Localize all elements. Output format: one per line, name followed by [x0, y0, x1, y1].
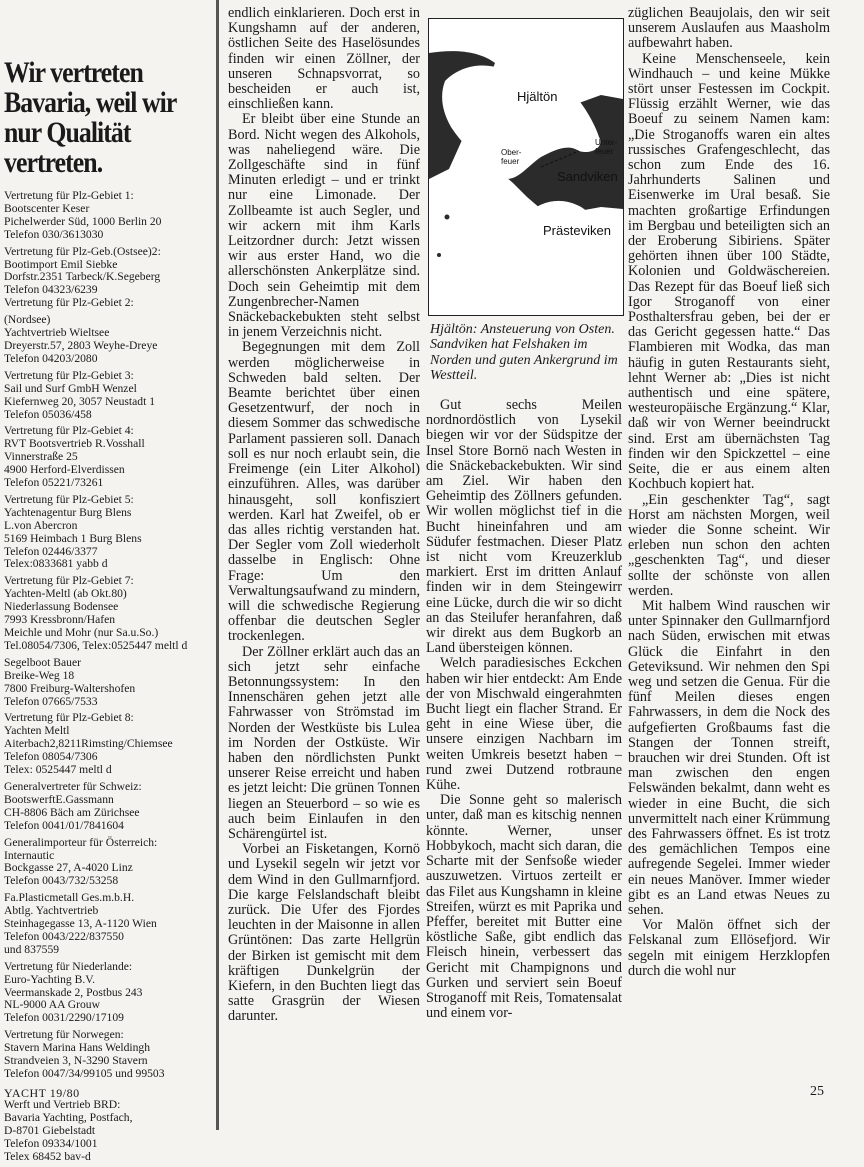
article-column-1 [228, 6, 420, 1072]
dealer-entry [4, 781, 210, 833]
dealer-line: Kiefernweg 20, 3057 Neustadt 1 [4, 394, 156, 408]
article-paragraph: Keine Menschenseele, kein Windhauch – und keine Mükke stört unser Festessen im Cockpit. Flüssig erzählt Werner, wie das Boeuf zu seinem Namen kam: „Die Stroganoffs waren ein altes russisches Grafengeschlecht, das schon zum Ende des 16. Jahrhunderts Salinen und Eisenwerke im Ural besaß. Sie machten großartige Erfindungen im Bergbau und beteiligten sich an der Eroberung Sibiriens. Später gehörten ihnen über 100 Städte, Kolonien und Goldwäschereien. Das Rezept für das Boeuf ließ sich Igor Stroganoff von einer Posthaltersfrau geben, bei der er das Gericht gegessen hatte.“ Das Flambieren mit Wodka, das man häufig in guten Restaurants sieht, lehnt Werner ab: „Dies ist nicht authentisch und eine spätere, westeuropäische Ergänzung.“ Klar, daß wir von Werner beeindruckt sind. Erst am übernächsten Tag finden wir den Spickzettel – eine Seite, die er aus einem alten Kochbuch kopiert hat. [628, 50, 830, 493]
dealer-line: 7993 Kressbronn/Hafen [4, 613, 116, 627]
dealer-line: Vinnerstraße 25 [4, 450, 78, 464]
dealer-line: Vertretung für Norwegen: [4, 1028, 124, 1042]
dealer-line: Yachten Meltl [4, 724, 70, 738]
dealer-entry [4, 494, 210, 571]
dealer-line: L.von Abercron [4, 518, 78, 532]
dealer-line: Niederlassung Bodensee [4, 600, 119, 614]
dealer-entry [4, 961, 210, 1026]
distribution-line: Bavaria Yachting, Postfach, [4, 1110, 133, 1124]
dealer-entry [4, 837, 210, 889]
dealer-line: 7800 Freiburg-Waltershofen [4, 681, 136, 695]
dealer-line: Aiterbach2,8211Rimsting/Chiemsee [4, 737, 173, 751]
dealer-line: Vertretung für Plz-Gebiet 4: [4, 424, 134, 438]
dealer-line: Vertretung für Plz-Gebiet 3: [4, 368, 134, 382]
dealer-line: Vertretung für Plz-Geb.(Ostsee)2: [4, 244, 161, 258]
dealer-line: und 837559 [4, 942, 60, 956]
dealer-entry [4, 575, 210, 652]
dealer-line: Vertretung für Plz-Gebiet 5: [4, 492, 134, 506]
distribution-line: Werft und Vertrieb BRD: [4, 1097, 121, 1111]
dealer-line: Yachten-Meltl (ab Okt.80) [4, 587, 127, 601]
dealer-line: Telefon 04203/2080 [4, 351, 98, 365]
dealer-entry [4, 246, 210, 311]
dealer-entry [4, 1029, 210, 1081]
dealer-line: Telefon 0041/01/7841604 [4, 818, 124, 832]
dealer-line: Strandveien 3, N-3290 Stavern [4, 1054, 148, 1068]
dealer-line: Telefon 05036/458 [4, 407, 92, 421]
map-hjaltoen [429, 19, 623, 315]
dealer-line: Meichle und Mohr (nur Sa.u.So.) [4, 626, 159, 639]
article-paragraph: Mit halbem Wind rauschen wir unter Spinnaker den Gullmarnfjord nach Süden, erwischen mit etwas Glück die Einfahrt in den Geteviksund. Wir nehmen den Spi weg und setzen die Genua. Für die fünf Meilen dieses engen Fahrwassers, in dem die Nock des aufgefierten Großbaums fast die Stangen der Tonnen streift, brauchen wir drei Stunden. Oft ist man zwischen den engen Felswänden bekalmt, dann weht es wieder in eine Bucht, die sich unvermittelt nach einer Krümmung des Fahrwassers öffnet. Es ist trotz des gemächlichen Tempos eine aufregende Segelei. Immer wieder ein neues Manöver. Immer wieder gibt es an Land etwas Neues zu sehen. [628, 597, 830, 918]
article-paragraph: Vorbei an Fisketangen, Kornö und Lysekil segeln wir jetzt vor dem Wind in den Gullmarnfjord. Die karge Felslandschaft bleibt zurück. Die Ufer des Fjordes leuchten in der Maisonne in allen Grüntönen: Das zarte Hellgrün der Birken ist gemischt mit dem kräftigen Dunkelgrün der Kiefern, in den Buchten liegt das satte Grasgrün der Wiesen darunter. [228, 841, 420, 1025]
article-paragraph: Begegnungen mit dem Zoll werden möglicherweise in Schweden bald selten. Der Beamte berichtet über einen Gesetzentwurf, der noch in diesem Sommer das schwedische Parlament passieren soll. Danach soll es nur noch erlaubt sein, die Freimenge (ein Liter Alkohol) einzuführen. Alles, was darüber hinausgeht, soll konfisziert werden. Karl hat Zweifel, ob er das alles richtig verstanden hat. Der Segler vom Zoll wiederholt dasselbe in Englisch: Ohne Frage: Um den Verwaltungsaufwand zu mindern, will die schwedische Regierung offenbar die deutschen Segler trockenlegen. [228, 339, 420, 645]
dealer-line: Bootimport Emil Siebke [4, 257, 118, 271]
distribution-address [4, 1099, 210, 1164]
dealer-line: Telefon 08054/7306 [4, 750, 98, 764]
dealer-line: NL-9000 AA Grouw [4, 998, 100, 1012]
dealer-entry [4, 370, 210, 422]
dealer-line: Stavern Marina Hans Weldingh [4, 1041, 150, 1055]
article-paragraph: Der Zöllner erklärt auch das an sich jetzt sehr einfache Betonnungssystem: In den Innenschären gehen jetzt alle Fahrwasser von Strömstad im Norden der Westküste bis Lulea im Norden der Ostküste. Wir haben den nördlichsten Punkt unserer Reise erreicht und haben es jetzt leicht: Die grünen Tonnen liegen an Steuerbord – so wie es auch beim Einlaufen in den Schärengürtel ist. [228, 643, 420, 842]
dealer-line: Telefon 0047/34/99105 und 99503 [4, 1067, 165, 1080]
dealer-entry [4, 657, 210, 709]
dealer-line: Telefon 0043/222/837550 [4, 929, 124, 943]
dealer-entry [4, 190, 210, 242]
page-number: 25 [810, 1084, 824, 1099]
dealer-line: Telex: 0525447 meltl d [4, 763, 112, 777]
dealer-line: Vertretung für Plz-Gebiet 2: [4, 296, 134, 310]
article-paragraph: Gut sechs Meilen nordnordöstlich von Lysekil biegen wir vor der Südspitze der Insel Store Bornö nach Westen in die Snäckebackebukten. Wir sind am Ziel. Wir haben den Geheimtip des Zöllners gefunden. Wir wollen möglichst tief in die Bucht hineinfahren und am Südufer festmachen. Dieser Platz ist nicht vom Kreuzerklub markiert. Erst im dritten Anlauf finden wir in dem Steingewirr eine Lücke, durch die wir so dicht an das Steilufer heranfahren, daß wir direkt aus dem Bugkorb an Land übersteigen können. [426, 398, 622, 657]
dealer-line: Vertretung für Plz-Gebiet 1: [4, 189, 134, 202]
article-paragraph: Er bleibt über eine Stunde an Bord. Nicht wegen des Alkohols, was naheliegend wäre. Die Zollgeschäfte sind in fünf Minuten erledigt – und er trinkt nur eine Limonade. Der Zollbeamte ist auch Segler, und wir ackern mit ihm Karls Leitzordner durch: Jetzt wissen wir aus erster Hand, wo die allerschönsten Ankerplätze sind. Doch sein Geheimtip mit dem Zungenbrecher-Namen Snäckebackebukten steht selbst in jenem Verzeichnis nicht. [228, 111, 420, 341]
article-paragraph: Welch paradiesisches Eckchen haben wir hier entdeckt: Am Ende der von Mischwald eingerahmten Bucht liegt ein flacher Strand. Er geht in eine Wiese über, die unsere einzigen Nachbarn im weiten Umkreis besetzt haben – rund zwei Dutzend rotbraune Kühe. [426, 655, 622, 794]
map-rock [437, 253, 441, 257]
map-caption: Hjältön: Ansteuerung von Osten. Sandviken hat Felshaken im Norden und guten Ankergrund im Westteil. [430, 322, 618, 384]
dealer-line: Telefon 05221/73261 [4, 476, 104, 490]
map-label-sandviken: Sandviken [557, 169, 618, 184]
dealer-line: Vertretung für Plz-Gebiet 7: [4, 574, 134, 588]
dealer-line: Internautic [4, 848, 55, 862]
dealer-line: Generalvertreter für Schweiz: [4, 779, 142, 793]
dealer-line: Telefon 030/3613030 [4, 227, 104, 241]
dealer-line: (Nordsee) [4, 313, 51, 327]
dealer-line: 5169 Heimbach 1 Burg Blens [4, 531, 142, 545]
map-figure [428, 18, 624, 316]
map-label-island: Hjältön [517, 89, 558, 104]
dealer-line: CH-8806 Bäch am Zürichsee [4, 805, 140, 819]
article-paragraph: endlich einklarieren. Doch erst in Kungshamn auf der anderen, östlichen Seite des Haselösundes finden wir einen Zöllner, der unseren Schnapsvorrat, so bescheiden er auch ist, einschließen kann. [228, 6, 420, 113]
dealer-line: Segelboot Bauer [4, 655, 81, 669]
dealer-line: Telefon 02446/3377 [4, 544, 98, 558]
dealer-line: Sail und Surf GmbH Wenzel [4, 381, 137, 395]
dealer-line: Telefon 04323/6239 [4, 283, 98, 297]
map-label-upper-light: Ober- [501, 148, 522, 157]
magazine-issue: YACHT 19/80 [4, 1086, 80, 1100]
dealer-line: Bockgasse 27, A-4020 Linz [4, 861, 133, 875]
dealer-list [4, 190, 210, 1081]
map-label-praesteviken: Prästeviken [543, 223, 611, 238]
dealer-entry [4, 712, 210, 777]
dealer-line: Telex:0833681 yabb d [4, 557, 108, 571]
dealer-entry [4, 425, 210, 490]
dealer-line: Generalimporteur für Österreich: [4, 835, 158, 849]
dealer-line: Fa.Plasticmetall Ges.m.b.H. [4, 891, 135, 905]
article-paragraph: „Ein geschenkter Tag“, sagt Horst am nächsten Morgen, weil wieder die Sonne scheint. Wir erleben nun schon den achten „geschenkten Tag“, und dieser sollte der schönste von allen werden. [628, 491, 830, 599]
dealer-line: Steinhagegasse 13, A-1120 Wien [4, 917, 157, 931]
article-paragraph: Vor Malön öffnet sich der Felskanal zum Ellösefjord. Wir segeln mit einigem Herzklopfen durch die wohl nur [628, 917, 830, 979]
dealer-line: Yachtvertrieb Wieltsee [4, 326, 110, 340]
dealer-line: Dreyerstr.57, 2803 Weyhe-Dreye [4, 338, 158, 352]
bavaria-advertisement [4, 58, 210, 1167]
dealer-line: Euro-Yachting B.V. [4, 972, 96, 986]
dealer-line: RVT Bootsvertrieb R.Vosshall [4, 437, 145, 451]
ad-headline: Wir vertreten Bavaria, weil wir nur Qualität vertreten. [4, 58, 177, 179]
dealer-line: Veermanskade 2, Postbus 243 [4, 985, 143, 999]
article-column-3 [628, 6, 830, 1072]
dealer-line: Dorfstr.2351 Tarbeck/K.Segeberg [4, 270, 161, 284]
map-label-lower-light: Unter- [595, 138, 618, 147]
article-paragraph: züglichen Beaujolais, den wir seit unserem Auslaufen aus Maasholm aufbewahrt haben. [628, 6, 830, 52]
article-paragraph: Die Sonne geht so malerisch unter, daß man es kitschig nennen könnte. Werner, unser Hobbykoch, macht sich daran, die Scharte mit der Senfsoße wieder auszuwetzen. Virtuos zerteilt er das Filet aus Kungshamn in kleine Streifen, würzt es mit Paprika und Pfeffer, bereitet mit Butter eine köstliche Saße, gibt endlich das Fleisch hinein, verbessert das Gericht mit Champignons und Gurken und serviert sein Boeuf Stroganoff mit Reis, Tomatensalat und einem vor- [426, 792, 622, 1022]
dealer-entry [4, 892, 210, 957]
map-label-upper-light: feuer [501, 157, 520, 166]
dealer-line: Tel.08054/7306, Telex:0525447 meltl d [4, 638, 188, 652]
map-rock [445, 215, 450, 220]
dealer-line: Vertretung für Plz-Gebiet 8: [4, 711, 134, 725]
map-label-lower-light: feuer [595, 147, 614, 156]
dealer-line: Telefon 07665/7533 [4, 694, 98, 708]
dealer-entry [4, 314, 210, 366]
dealer-line: Yachtenagentur Burg Blens [4, 505, 132, 519]
dealer-line: Telefon 0031/2290/17109 [4, 1011, 124, 1025]
distribution-line: Telefon 09334/1001 [4, 1136, 98, 1150]
article-column-2 [426, 398, 622, 1078]
dealer-line: 4900 Herford-Elverdissen [4, 463, 125, 477]
column-rule [216, 0, 219, 1130]
dealer-line: Telefon 0043/732/53258 [4, 874, 119, 888]
dealer-line: Abtlg. Yachtvertrieb [4, 904, 99, 918]
distribution-line: Telex 68452 bav-d [4, 1149, 91, 1163]
dealer-line: BootswerftE.Gassmann [4, 792, 114, 806]
dealer-line: Vertretung für Niederlande: [4, 959, 133, 973]
dealer-line: Bootscenter Keser [4, 201, 90, 215]
dealer-line: Breike-Weg 18 [4, 668, 75, 682]
dealer-line: Pichelwerder Süd, 1000 Berlin 20 [4, 214, 162, 228]
distribution-line: D-8701 Giebelstadt [4, 1123, 96, 1137]
